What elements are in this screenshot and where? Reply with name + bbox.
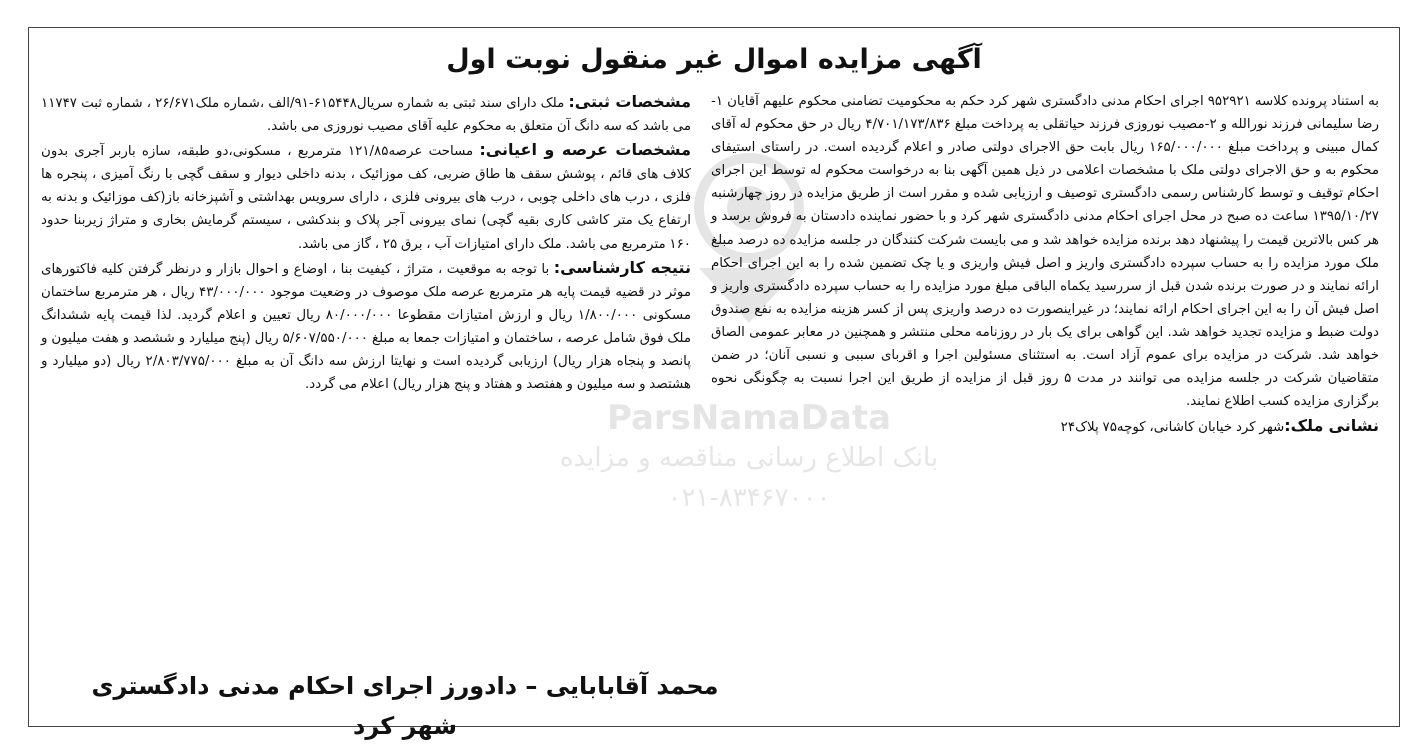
signature: محمد آقابابایی – دادورز اجرای احکام مدنی دادگستری شهر کرد xyxy=(91,672,719,740)
expert-section xyxy=(41,256,691,397)
property-label: مشخصات عرصه و اعیانی: xyxy=(479,140,691,160)
watermark-line1: بانک اطلاع رسانی مناقصه و مزایده xyxy=(559,443,939,473)
notice-title: آگهی مزایده اموال غیر منقول نوبت اول xyxy=(446,44,982,75)
right-column xyxy=(711,90,1379,439)
left-column xyxy=(41,90,691,396)
address-label: نشانی ملک: xyxy=(1284,416,1379,436)
expert-label: نتیجه کارشناسی: xyxy=(553,257,691,277)
registration-label: مشخصات ثبتی: xyxy=(568,92,692,111)
property-section xyxy=(41,138,691,255)
address-value: شهر کرد خیابان کاشانی، کوچه۷۵ پلاک۲۴ xyxy=(1060,420,1285,436)
property-text: مساحت عرصه۱۲۱/۸۵ مترمربع ، مسکونی،دو طبقه، سازه باربر آجری بدون کلاف های قائم ، پوشش سقف ها طاق ضربی، کف موزائیک ، بدنه داخلی دیوار و سقف گچی با رنگ آمیزی ، پنجره ها فلزی ، درب های داخلی چوبی ، درب های بیرونی فلزی ، دارای سرویس بهداشتی و آشپزخانه باز(کف موزائیک و بدنه به ارتفاع یک متر کاشی کاری بقیه گچی) نمای بیرونی آجر پلاک و بندکشی ، سیستم گرمایش بخاری و متراژ زیربنا حدود ۱۶۰ مترمربع می باشد. ملک دارای امتیازات آب ، برق ۲۵ ، گاز می باشد. xyxy=(41,144,691,252)
notice-body: به استناد پرونده کلاسه ۹۵۲۹۲۱ اجرای احکام مدنی دادگستری شهر کرد حکم به محکومیت تضامنی محکوم علیهم آقایان ۱-رضا سلیمانی فرزند نورالله و ۲-مصیب نوروزی فرزند حیاتقلی به پرداخت مبلغ ۴/۷۰۱/۱۷۳/۸۳۶ ریال در حق محکوم له آقای کمال مبینی و پرداخت مبلغ ۱۶۵/۰۰۰/۰۰۰ ریال بابت حق الاجرای دولتی صادر و اعلام گردیده است. در راستای استیفای محکوم به و حق الاجرای دولتی ملک با مشخصات اعلامی در ذیل همین آگهی بنا به درخواست محکوم له توسط این اجرای احکام توقیف و توسط کارشناس رسمی دادگستری توصیف و ارزیابی شده و مقرر است از طریق مزایده در روز چهارشنبه ۱۳۹۵/۱۰/۲۷ ساعت ده صبح در محل اجرای احکام مدنی دادگستری شهر کرد و با حضور نماینده دادستان به فروش برسد و هر کس بالاترین قیمت را پیشنهاد دهد برنده مزایده خواهد شد و می بایست شرکت کنندگان در جلسه مزایده ده درصد مبلغ ملک مورد مزایده را به حساب سپرده دادگستری واریز و اصل فیش واریزی و یا چک تضمین شده را به این اجرای احکام ارائه نمایند و در صورت برنده شدن قبل از سررسید یکماه الباقی مبلغ مورد مزایده را به حساب سپرده دادگستری واریز و اصل فیش آن را به این اجرای احکام ارائه نمایند؛ در غیراینصورت ده درصد واریزی پس از کسر هزینه مزایده به نفع صندوق دولت ضبط و مزایده تجدید خواهد شد. این گواهی برای یک بار در روزنامه محلی منتشر و همچنین در معابر عمومی الصاق خواهد شد. شرکت در مزایده برای عموم آزاد است. به استثنای مسئولین اجرا و اقربای سببی و نسبی آنان؛ در ضمن متقاضیان شرکت در جلسه مزایده می توانند در مدت ۵ روز قبل از مزایده از طریق این اجرا نسبت به چگونگی نحوه برگزاری مزایده کسب اطلاع نمایند. xyxy=(711,94,1379,410)
watermark-line2: ۰۲۱-۸۳۴۶۷۰۰۰ xyxy=(667,483,831,513)
property-address xyxy=(711,414,1379,439)
registration-text: ملک دارای سند ثبتی به شماره سریال۶۱۵۴۴۸-۹۱/الف ،شماره ملک۲۶/۶۷۱ ، شماره ثبت ۱۱۷۴۷ می باشد که سه دانگ آن متعلق به محکوم علیه آقای مصیب نوروزی می باشد. xyxy=(41,96,691,135)
watermark-brand: ParsNamaData xyxy=(606,398,892,438)
registration-section xyxy=(41,90,691,138)
notice-frame xyxy=(28,27,1400,740)
expert-text: با توجه به موقعیت ، متراژ ، کیفیت بنا ، اوضاع و احوال بازار و درنظر گرفتن کلیه فاکتورهای موثر در قضیه قیمت پایه هر مترمربع عرصه ملک موصوف در وضعیت موجود ۴۳/۰۰۰/۰۰۰ ریال ، هر مترمربع ساختمان مسکونی ۱/۸۰۰/۰۰۰ ریال و ارزش امتیازات مقطوعا ۸۰/۰۰۰/۰۰۰ ریال تعیین و اعلام گردید. لذا قیمت پایه ششدانگ ملک فوق شامل عرصه ، ساختمان و امتیازات جمعا به مبلغ ۵/۶۰۷/۵۵۰/۰۰۰ ریال (پنج میلیارد و ششصد و هفت میلیون و پانصد و پنجاه هزار ریال) ارزیابی گردیده است و نهایتا ارزش سه دانگ آن به مبلغ ۲/۸۰۳/۷۷۵/۰۰۰ ریال (دو میلیارد و هشتصد و سه میلیون و هفتصد و هفتاد و پنج هزار ریال) اعلام می گردد. xyxy=(41,261,692,393)
